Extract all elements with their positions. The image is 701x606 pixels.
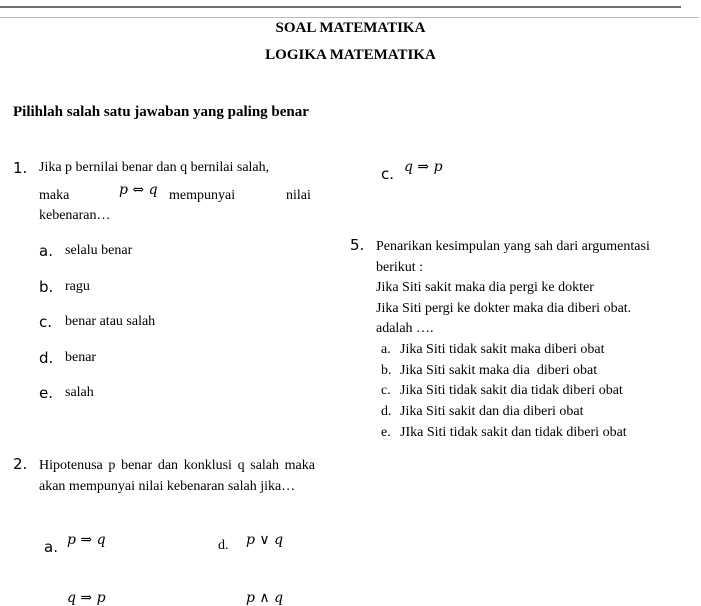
q2-option-e-expression[interactable]: p ∧ q [246,590,284,606]
question-5-line-4: Jika Siti pergi ke dokter maka dia diberi obat. [376,300,632,316]
q1-option-c-letter: c. [39,313,53,331]
question-1-maka: maka [39,188,70,203]
q2-option-a-letter: a. [44,538,58,556]
q5-option-e-text: JIka Siti tidak sakit dan tidak diberi obat [400,425,627,440]
q4-option-c-expression[interactable]: q ⇒ p [404,159,443,175]
question-1-line-3: kebenaran… [39,208,111,223]
q1-option-e-text[interactable]: salah [65,385,94,400]
q5-option-b-letter: b. [381,363,392,378]
question-5-line-1: Penarikan kesimpulan yang sah dari argumentasi [376,239,650,254]
q1-option-b-letter: b. [39,278,54,296]
q5-option-a-letter: a. [381,342,391,357]
question-1-number: 1. [13,159,28,177]
q5-option-d-letter: d. [381,404,392,419]
q1-option-a-text[interactable]: selalu benar [65,243,133,258]
q5-option-e-letter: e. [381,425,391,440]
question-2-text: Hipotenusa p benar dan konklusi q salah maka akan mempunyai nilai kebenaran salah jika… [39,458,315,494]
question-1-line-1 [39,160,315,176]
question-5-number: 5. [350,236,365,254]
question-1-nilai: nilai [286,188,311,203]
question-1-line-1-text: Jika p bernilai benar dan q bernilai salah, [39,160,270,175]
q1-option-d-text[interactable]: benar [65,350,97,365]
q5-option-e[interactable] [381,425,627,441]
q5-option-a[interactable] [381,342,605,358]
question-5-line-5: adalah …. [376,321,434,336]
q5-option-b[interactable] [381,363,597,379]
question-1-expression: p ⇔ q [119,182,158,198]
q1-option-d-letter: d. [39,349,54,367]
q5-option-b-text: Jika Siti sakit maka dia diberi obat [400,363,598,378]
q2-option-d-expression[interactable]: p ∨ q [246,532,284,548]
q2-option-d-letter: d. [218,538,229,553]
q4-option-c-letter: c. [381,165,395,183]
q5-option-c-letter: c. [381,383,391,398]
question-5-line-3: Jika Siti sakit maka dia pergi ke dokter [376,280,594,295]
header-divider [0,17,699,18]
q1-option-b-text[interactable]: ragu [65,279,90,294]
question-2-number: 2. [13,455,28,473]
question-5-text [376,237,688,340]
instruction-text: Pilihlah salah satu jawaban yang paling benar [13,104,309,120]
q2-option-a-expression[interactable]: p ⇒ q [67,532,106,548]
q1-option-e-letter: e. [39,384,53,402]
q1-option-c-text[interactable]: benar atau salah [65,314,156,329]
q1-option-a-letter: a. [39,242,53,260]
page-title: SOAL MATEMATIKA [275,20,426,36]
q2-option-b-expression[interactable]: q ⇒ p [67,590,106,606]
question-1-mempunyai: mempunyai [169,188,236,203]
top-border-line [0,6,681,8]
q5-option-a-text: Jika Siti tidak sakit maka diberi obat [400,342,605,357]
q5-option-d-text: Jika Siti sakit dan dia diberi obat [400,404,584,419]
page-subtitle: LOGIKA MATEMATIKA [265,47,436,63]
q5-option-d[interactable] [381,404,584,420]
question-5-line-2: berikut : [376,259,424,275]
q5-option-c[interactable] [381,383,623,399]
q5-option-c-text: Jika Siti tidak sakit dia tidak diberi obat [400,383,623,398]
